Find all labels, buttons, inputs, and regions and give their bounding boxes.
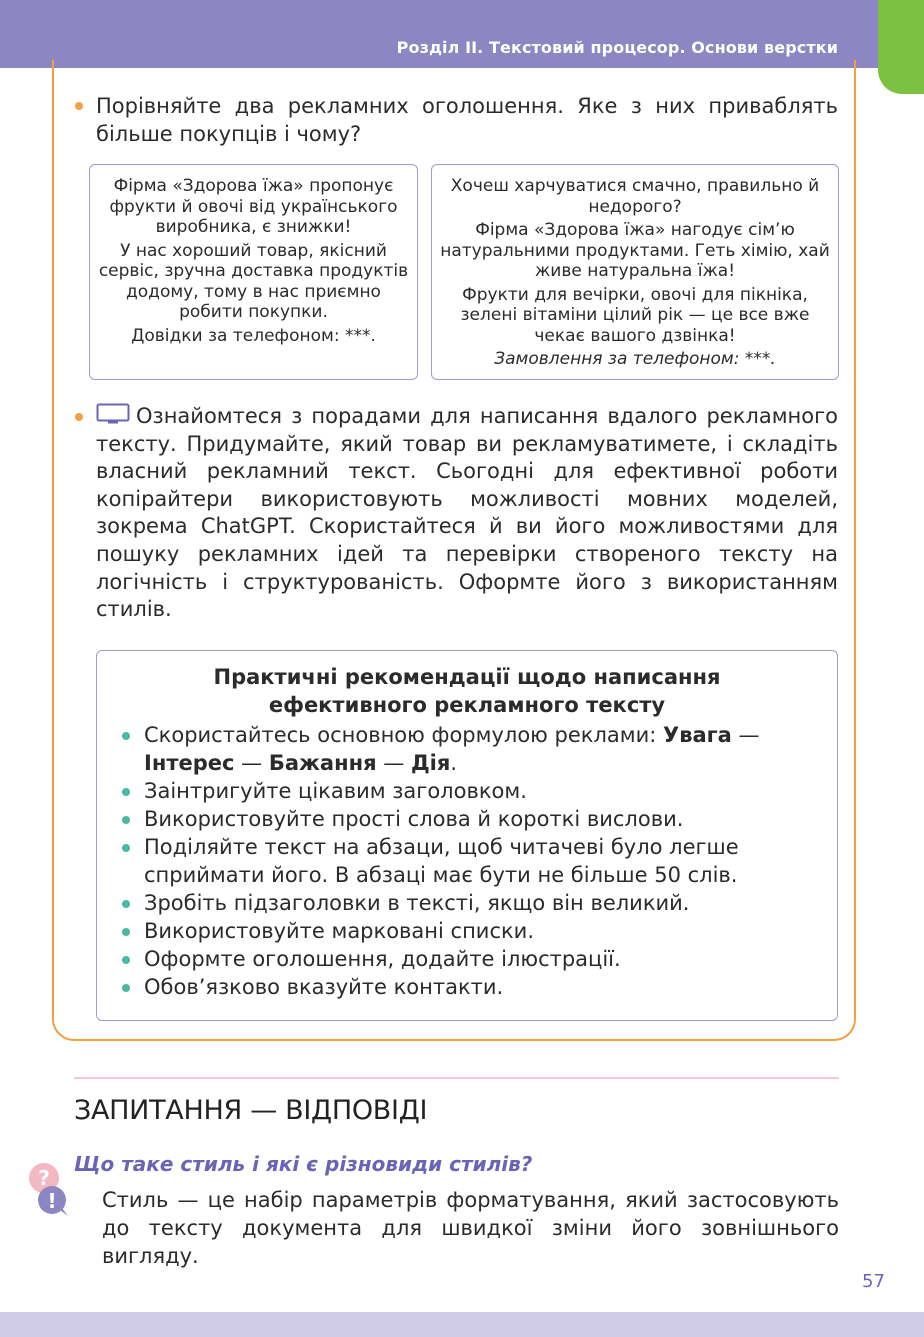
- list-bullet: [122, 928, 130, 936]
- recommendations-title-line: Практичні рекомендації щодо написання: [213, 665, 721, 689]
- qa-answer: Стиль — це набір параметрів форматування, який застосовують до тексту документа для швидкої зміни його зовнішнього вигляду.: [102, 1188, 839, 1268]
- list-item: [119, 833, 829, 889]
- recommendations-list: [119, 721, 829, 1001]
- formula-separator: —: [376, 751, 411, 775]
- list-item: [119, 777, 829, 805]
- formula-end: .: [450, 751, 458, 775]
- formula-word: Інтерес: [144, 751, 235, 775]
- list-bullet: [122, 732, 130, 740]
- list-item-text: Заінтригуйте цікавим заголовком.: [144, 779, 527, 803]
- recommendations-title-line: ефективного рекламного тексту: [268, 693, 666, 717]
- ad1-paragraph: У нас хороший товар, якісний сервіс, зручна доставка продуктів додому, тому в нас приємно робити покупки.: [98, 240, 409, 322]
- ad-box-1: [89, 164, 418, 380]
- recommendations-title: [97, 663, 837, 719]
- formula-word: Бажання: [268, 751, 377, 775]
- page-number: 57: [862, 1271, 885, 1292]
- list-item: [119, 889, 829, 917]
- qa-heading: ЗАПИТАННЯ — ВІДПОВІДІ: [74, 1095, 428, 1126]
- list-item-text: Зробіть підзаголовки в тексті, якщо він великий.: [144, 891, 690, 915]
- recommendations-box: [96, 650, 838, 1021]
- task-bullet: [75, 413, 83, 421]
- computer-monitor-icon: [96, 403, 130, 425]
- formula-word: Увага: [663, 723, 732, 747]
- list-bullet: [122, 984, 130, 992]
- list-item: [119, 945, 829, 973]
- list-item: [119, 917, 829, 945]
- list-item-text: Використовуйте прості слова й короткі вислови.: [144, 807, 684, 831]
- list-bullet: [122, 788, 130, 796]
- list-item-text: Оформте оголошення, додайте ілюстрації.: [144, 947, 621, 971]
- list-bullet: [122, 900, 130, 908]
- ad2-paragraph: Фірма «Здорова їжа» нагодує сім’ю натуральними продуктами. Геть хімію, хай живе натуральна їжа!: [440, 220, 830, 281]
- list-item: [119, 973, 829, 1001]
- formula-separator: —: [234, 751, 269, 775]
- header-bar: [0, 0, 878, 68]
- section-divider: [74, 1077, 839, 1079]
- footer-bar: [0, 1312, 924, 1337]
- list-item-text: Поділяйте текст на абзаци, щоб читачеві було легше сприймати його. В абзаці має бути не більше 50 слів.: [144, 835, 739, 887]
- svg-text:!: !: [47, 1189, 57, 1213]
- section-title: Розділ ІІ. Текстовий процесор. Основи верстки: [396, 38, 838, 57]
- question-exclamation-icon: [24, 1158, 74, 1220]
- ad1-paragraph: Довідки за телефоном: ***.: [131, 325, 376, 346]
- ad1-paragraph: Фірма «Здорова їжа» пропонує фрукти й овочі від українського виробника, є знижки!: [109, 176, 398, 237]
- formula-word: Дія: [410, 751, 451, 775]
- svg-text:?: ?: [38, 1166, 50, 1190]
- list-item-text: Використовуйте марковані списки.: [144, 919, 535, 943]
- list-bullet: [122, 844, 130, 852]
- task-write-ad: [96, 403, 838, 624]
- ad2-paragraph: Фрукти для вечірки, овочі для пікніка, зелені вітаміни цілий рік — це все вже чекає вашого дзвінка!: [460, 284, 810, 346]
- list-item-text: Обов’язково вказуйте контакти.: [144, 975, 504, 999]
- task-write-ad-text: Ознайомтеся з порадами для написання вдалого рекламного тексту. Придумайте, який товар ви рекламуватимете, і складіть власний рекламний текст. Сьогодні для ефективної роботи копірайтери використовують можливості мовних моделей, зокрема ChatGPT. Скористайтеся й ви його можливостями для пошуку рекламних ідей та перевірки створеного тексту на логічність і структурованість. Оформте його з використанням стилів.: [96, 404, 838, 622]
- list-bullet: [122, 816, 130, 824]
- task-compare-ads: Порівняйте два рекламних оголошення. Яке з них приваблять більше покупців і чому?: [96, 94, 838, 146]
- list-item: [119, 721, 829, 777]
- task-bullet: [75, 102, 83, 110]
- list-bullet: [122, 956, 130, 964]
- qa-question: Що таке стиль і які є різновиди стилів?: [74, 1152, 533, 1176]
- ad-box-2: [431, 164, 839, 380]
- formula-separator: —: [731, 723, 760, 747]
- list-item: [119, 805, 829, 833]
- list-item-text: Скористайтесь основною формулою реклами:: [144, 723, 663, 747]
- ad2-paragraph: Хочеш харчуватися смачно, правильно й недорого?: [450, 176, 820, 217]
- header-tab-marker: [878, 0, 924, 94]
- ad2-paragraph: Замовлення за телефоном: ***.: [494, 349, 776, 369]
